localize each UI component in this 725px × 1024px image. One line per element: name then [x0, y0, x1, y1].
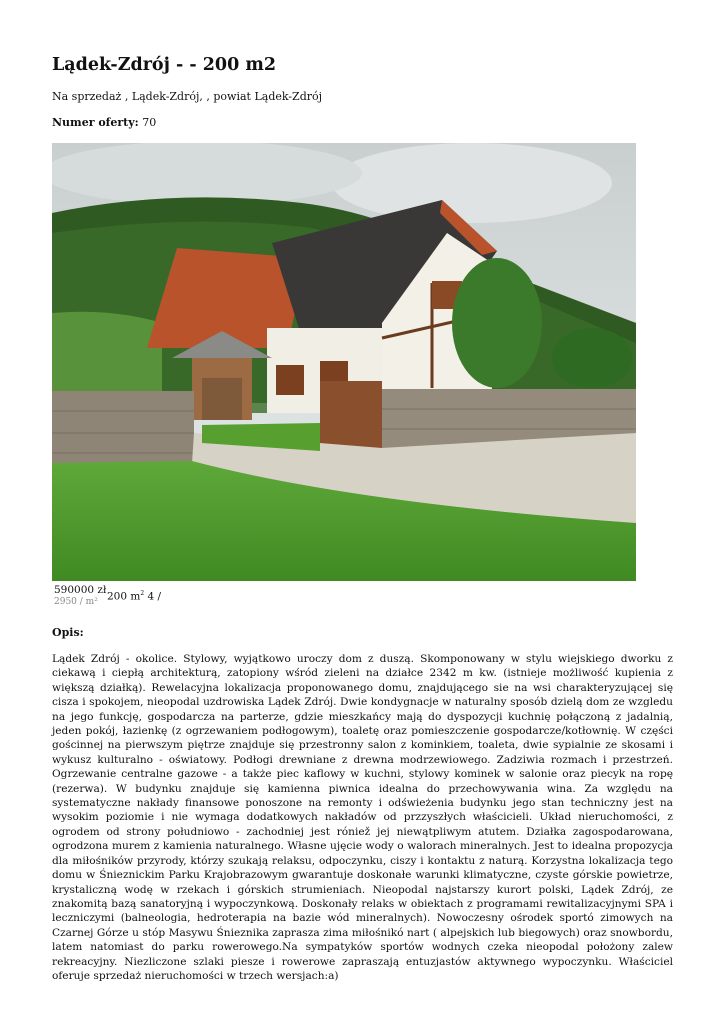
offer-number-label: Numer oferty: — [52, 116, 139, 129]
location-line: Na sprzedaż , Lądek-Zdrój, , powiat Lądek-Zdrój — [52, 90, 323, 103]
area-value: 200 m — [107, 590, 141, 603]
page-title: Lądek-Zdrój - - 200 m2 — [52, 55, 277, 75]
description-heading: Opis: — [52, 626, 84, 639]
offer-number-value: 70 — [142, 116, 157, 129]
rooms-value: 4 / — [147, 590, 162, 603]
offer-number — [52, 116, 156, 129]
property-details — [107, 590, 161, 603]
price-per-m2: 2950 / m² — [54, 597, 98, 607]
description-text: Lądek Zdrój - okolice. Stylowy, wyjątkowo uroczy dom z duszą. Skomponowany w stylu wiejskiego dworku z ciekawą i ciepłą architekturą, zatopiony wśród zieleni na działce 2342 m kw. (istnieje możliwość kupienia z większą działką). Rewelacyjna lokalizacja proponowanego domu, znajdującego sie na wsi charakteryzującej się cisza i spokojem, nieopodal uzdrowiska Lądek Zdrój. Dwie kondygnacje w naturalny sposób dzielą dom ze wzgledu na jego funkcję, gospodarcza na parterze, gdzie mieszkańcy mają do dyspozycji kuchnię połączoną z jadalnią, jeden pokój, łazienkę (z ogrzewaniem podłogowym), toaletę oraz pomieszczenie gospodarcze/kotłownię. W części gościnnej na pierwszym piętrze znajduje się przestronny salon z kominkiem, toaleta, dwie sypialnie ze skosami i wykusz kulturalno - oświatowy. Podłogi drewniane z drewna modrzewiowego. Zadziwia rozmach i przestrzeń. Ogrzewanie centralne gazowe - a także piec kaflowy w kuchni, stylowy kominek w salonie oraz piecyk na ropę (rezerwa). W budynku znajduje się kamienna piwnica idealna do przechowywania wina. Za względu na systematyczne nakłady finansowe ponoszone na remonty i odświeżenia budynku jego stan techniczny jest na wysokim poziomie i nie wymaga dodatkowych nakładów od przzyszłych właścicieli. Układ nieruchomości, z ogrodem od strony południowo - zachodniej jest róniež jej niewątpliwym atutem. Działka zagospodarowana, ogrodzona murem z kamienia naturalnego. Własne ujęcie wody o walorach mineralnych. Jest to idealna propozycja dla miłośników przyrody, którzy szukają relaksu, odpoczynku, ciszy i kontaktu z naturą. Korzystna lokalizacja tego domu w Śnieznickim Parku Krajobrazowym gwarantuje doskonałe warunki klimatyczne, czyste górskie powietrze, krystaliczną wodę w rzekach i górskich strumieniach. Nieopodal najstarszy kurort polski, Lądek Zdrój, ze znakomitą bazą sanatoryjną i wypoczynkową. Doskonały relaks w obiektach z programami rewitalizacyjnymi SPA i leczniczymi (balneologia, hedroterapia na bazie wód mineralnych). Nowoczesny ośrodek sportó zimowych na Czarnej Górze u stóp Masywu Śnieznika zaprasza zima miłośnikó nart ( alpejskich lub biegowych) oraz snowbordu, latem natomiast do parku rowerowego.Na sympatyków sportów wodnych czeka nieopodal położony zalew rekreacyjny. Niezliczone szlaki piesze i rowerowe zapraszają entuzjastów aktywnego wypoczynku. Właściciel oferuje sprzedaż nieruchomości w trzech wersjach:a) — [52, 653, 673, 982]
price-box — [54, 584, 106, 608]
area-unit-sup: 2 — [140, 590, 145, 597]
price-total: 590000 zł — [54, 584, 107, 596]
property-photo — [52, 143, 636, 581]
